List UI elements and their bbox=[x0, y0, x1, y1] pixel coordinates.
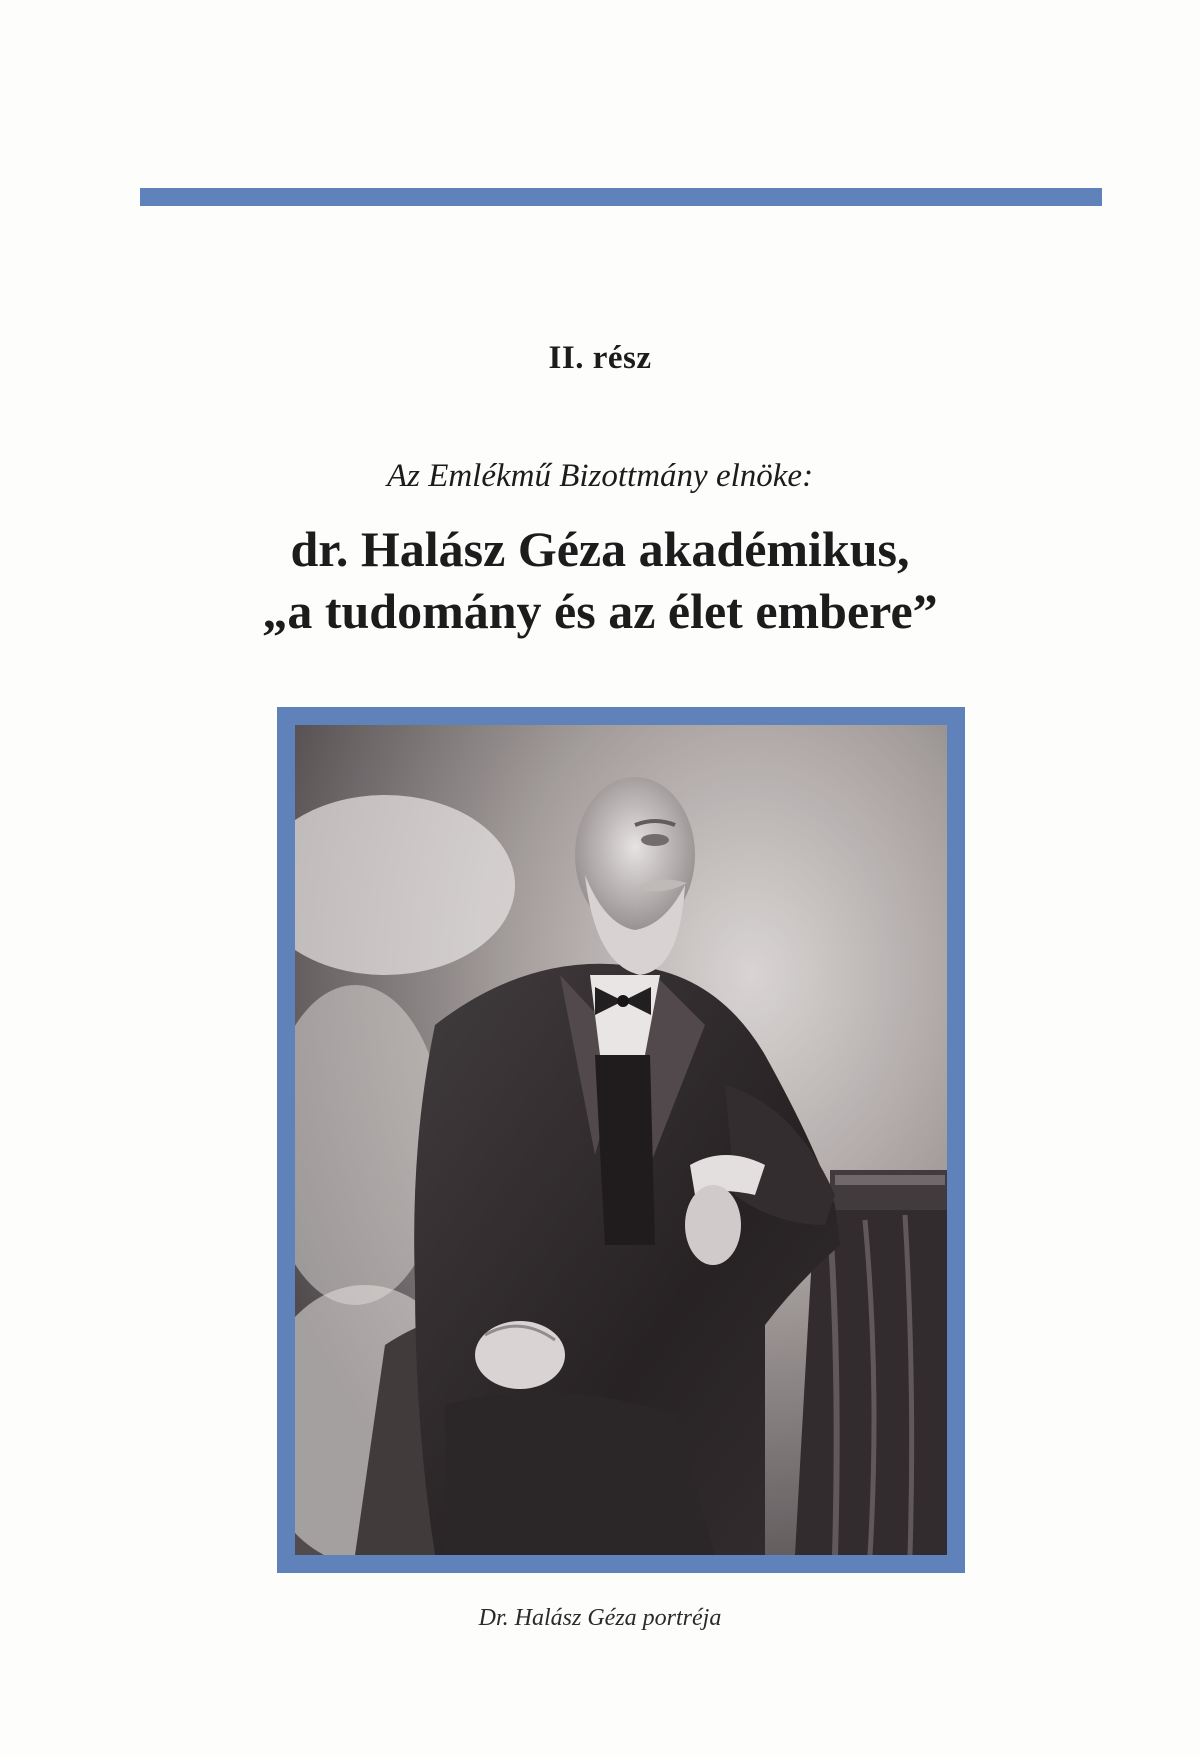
portrait-illustration bbox=[295, 725, 947, 1555]
top-blue-rule bbox=[140, 188, 1102, 206]
photo-caption: Dr. Halász Géza portréja bbox=[478, 1605, 722, 1631]
subtitle: Az Emlékmű Bizottmány elnöke: bbox=[386, 458, 814, 494]
title-line-1: dr. Halász Géza akadémikus, bbox=[290, 521, 910, 577]
title-line-2: „a tudomány és az élet embere” bbox=[262, 583, 938, 639]
portrait-photo bbox=[295, 725, 947, 1555]
portrait-frame bbox=[277, 707, 965, 1573]
part-label: II. rész bbox=[548, 340, 652, 376]
main-title bbox=[0, 518, 1200, 642]
